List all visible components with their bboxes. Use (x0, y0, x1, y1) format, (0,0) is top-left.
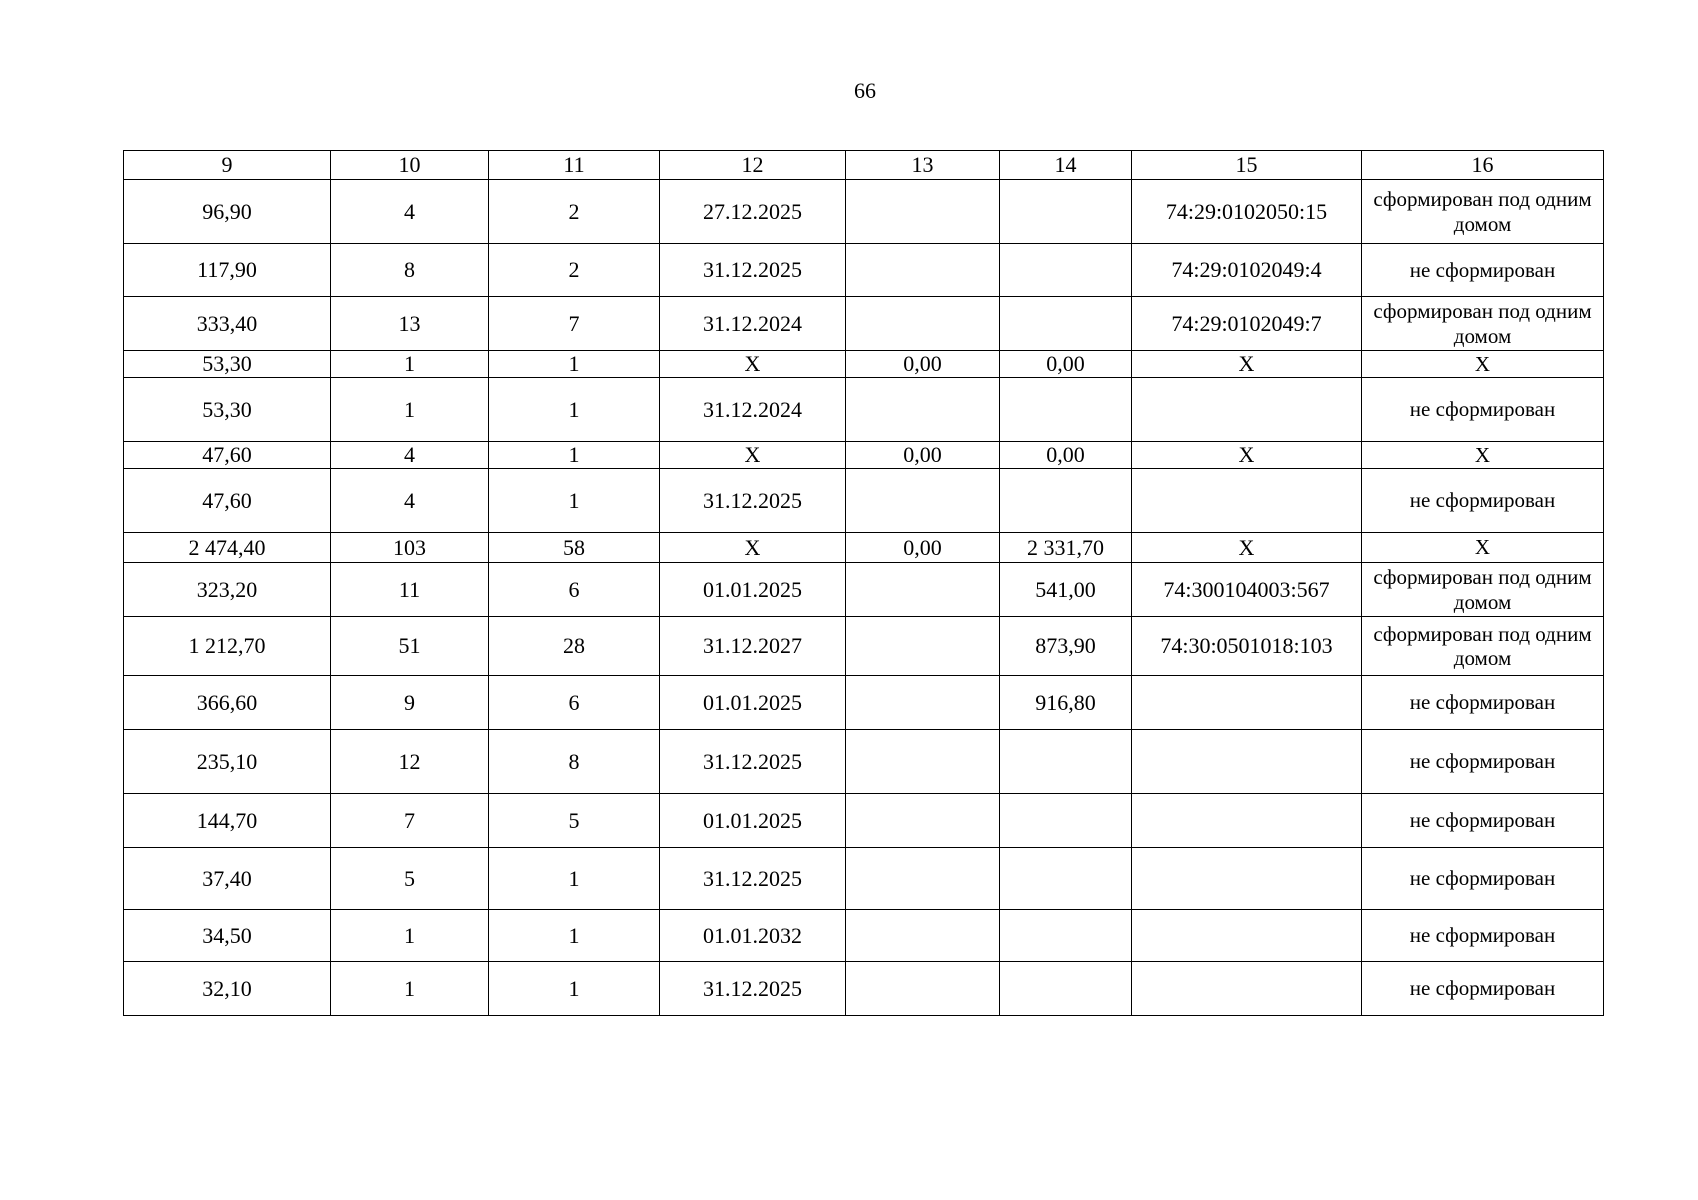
table-cell-col-14 (1000, 962, 1132, 1016)
page-number: 66 (854, 78, 876, 103)
table-row (124, 297, 1604, 351)
table-cell-col-15 (1132, 848, 1362, 910)
table-cell-col-12: 31.12.2025 (660, 962, 846, 1016)
table-row (124, 442, 1604, 469)
table-cell-col-15: 74:300104003:567 (1132, 563, 1362, 617)
table-cell-col-12: 01.01.2032 (660, 910, 846, 962)
data-table (123, 150, 1604, 1016)
table-cell-col-16: сформирован под одним домом (1362, 563, 1604, 617)
table-cell-col-12: X (660, 442, 846, 469)
table-cell-col-13 (846, 563, 1000, 617)
table-cell-col-15 (1132, 378, 1362, 442)
table-cell-col-15 (1132, 469, 1362, 533)
table-cell-col-16: не сформирован (1362, 730, 1604, 794)
table-cell-col-9: 323,20 (124, 563, 331, 617)
table-cell-col-15: X (1132, 351, 1362, 378)
table-row (124, 533, 1604, 563)
table-cell-col-16: не сформирован (1362, 794, 1604, 848)
table-cell-col-14 (1000, 910, 1132, 962)
table-cell-col-13 (846, 297, 1000, 351)
table-cell-col-11: 2 (489, 180, 660, 244)
table-cell-col-16: X (1362, 442, 1604, 469)
table-cell-col-9: 1 212,70 (124, 617, 331, 676)
table-cell-col-10: 9 (331, 676, 489, 730)
table-cell-col-10: 1 (331, 351, 489, 378)
table-cell-col-9: 366,60 (124, 676, 331, 730)
table-cell-col-13 (846, 794, 1000, 848)
table-cell-col-10: 13 (331, 297, 489, 351)
table-cell-col-9: 37,40 (124, 848, 331, 910)
table-cell-col-12: 01.01.2025 (660, 794, 846, 848)
table-cell-col-11: 1 (489, 442, 660, 469)
table-cell-col-14: 2 331,70 (1000, 533, 1132, 563)
table-cell-col-11: 7 (489, 297, 660, 351)
table-cell-col-13 (846, 378, 1000, 442)
table-cell-col-9: 34,50 (124, 910, 331, 962)
table-cell-col-13 (846, 469, 1000, 533)
table-cell-col-10: 12 (331, 730, 489, 794)
table-cell-col-15: X (1132, 442, 1362, 469)
table-cell-col-14: 873,90 (1000, 617, 1132, 676)
table-cell-col-14 (1000, 469, 1132, 533)
table-cell-col-14: 0,00 (1000, 351, 1132, 378)
table-cell-col-10: 1 (331, 910, 489, 962)
table-cell-col-12: 01.01.2025 (660, 563, 846, 617)
table-cell-col-16: X (1362, 351, 1604, 378)
table-cell-col-16: сформирован под одним домом (1362, 180, 1604, 244)
table-cell-col-9: 53,30 (124, 351, 331, 378)
table-cell-col-16: не сформирован (1362, 676, 1604, 730)
table-cell-col-12: 31.12.2024 (660, 378, 846, 442)
header-row (124, 151, 1604, 180)
table-cell-col-14: 0,00 (1000, 442, 1132, 469)
table-cell-col-11: 1 (489, 848, 660, 910)
column-header-10: 10 (331, 151, 489, 180)
table-cell-col-15: X (1132, 533, 1362, 563)
table-cell-col-11: 6 (489, 676, 660, 730)
table-cell-col-11: 8 (489, 730, 660, 794)
table-cell-col-13 (846, 910, 1000, 962)
table-cell-col-12: 27.12.2025 (660, 180, 846, 244)
table-cell-col-13 (846, 180, 1000, 244)
table-cell-col-13 (846, 730, 1000, 794)
column-header-11: 11 (489, 151, 660, 180)
table-cell-col-10: 4 (331, 442, 489, 469)
table-cell-col-14 (1000, 730, 1132, 794)
table-cell-col-15: 74:30:0501018:103 (1132, 617, 1362, 676)
table-cell-col-16: сформирован под одним домом (1362, 617, 1604, 676)
table-cell-col-15 (1132, 910, 1362, 962)
table-cell-col-14: 916,80 (1000, 676, 1132, 730)
table-cell-col-14 (1000, 297, 1132, 351)
table-cell-col-12: 31.12.2025 (660, 730, 846, 794)
table-cell-col-11: 1 (489, 910, 660, 962)
table-cell-col-14 (1000, 244, 1132, 297)
table-cell-col-11: 6 (489, 563, 660, 617)
table-cell-col-11: 2 (489, 244, 660, 297)
table-cell-col-15: 74:29:0102049:4 (1132, 244, 1362, 297)
table-cell-col-14 (1000, 794, 1132, 848)
table-cell-col-13 (846, 617, 1000, 676)
table-cell-col-9: 96,90 (124, 180, 331, 244)
table-row (124, 848, 1604, 910)
table-cell-col-9: 47,60 (124, 469, 331, 533)
table-cell-col-16: X (1362, 533, 1604, 563)
table-cell-col-13: 0,00 (846, 351, 1000, 378)
table-cell-col-16: не сформирован (1362, 848, 1604, 910)
table-cell-col-15: 74:29:0102050:15 (1132, 180, 1362, 244)
table-cell-col-10: 1 (331, 378, 489, 442)
table-cell-col-12: 31.12.2025 (660, 244, 846, 297)
table-header (124, 151, 1604, 180)
table-cell-col-10: 8 (331, 244, 489, 297)
table-cell-col-16: не сформирован (1362, 469, 1604, 533)
column-header-12: 12 (660, 151, 846, 180)
column-header-16: 16 (1362, 151, 1604, 180)
table-cell-col-12: X (660, 351, 846, 378)
table-cell-col-12: 01.01.2025 (660, 676, 846, 730)
table-cell-col-10: 5 (331, 848, 489, 910)
table-cell-col-15 (1132, 962, 1362, 1016)
table-cell-col-15 (1132, 794, 1362, 848)
table-cell-col-12: X (660, 533, 846, 563)
table-cell-col-11: 28 (489, 617, 660, 676)
table-cell-col-12: 31.12.2027 (660, 617, 846, 676)
table-cell-col-12: 31.12.2025 (660, 848, 846, 910)
table-cell-col-13 (846, 962, 1000, 1016)
table-row (124, 180, 1604, 244)
table-cell-col-10: 7 (331, 794, 489, 848)
table-cell-col-9: 235,10 (124, 730, 331, 794)
table-cell-col-14 (1000, 378, 1132, 442)
table-row (124, 676, 1604, 730)
table-cell-col-12: 31.12.2025 (660, 469, 846, 533)
table-cell-col-10: 4 (331, 469, 489, 533)
table-row (124, 617, 1604, 676)
table-cell-col-10: 1 (331, 962, 489, 1016)
table-cell-col-11: 1 (489, 351, 660, 378)
table-cell-col-9: 144,70 (124, 794, 331, 848)
column-header-13: 13 (846, 151, 1000, 180)
table-cell-col-16: не сформирован (1362, 244, 1604, 297)
table-cell-col-10: 4 (331, 180, 489, 244)
table-cell-col-12: 31.12.2024 (660, 297, 846, 351)
column-header-14: 14 (1000, 151, 1132, 180)
table-row (124, 563, 1604, 617)
table-cell-col-13: 0,00 (846, 533, 1000, 563)
column-header-15: 15 (1132, 151, 1362, 180)
table-cell-col-11: 1 (489, 962, 660, 1016)
table-row (124, 378, 1604, 442)
table-row (124, 469, 1604, 533)
table-cell-col-16: не сформирован (1362, 378, 1604, 442)
table-cell-col-9: 53,30 (124, 378, 331, 442)
table-cell-col-14 (1000, 848, 1132, 910)
table-row (124, 962, 1604, 1016)
table-cell-col-10: 51 (331, 617, 489, 676)
table-cell-col-13 (846, 676, 1000, 730)
table-cell-col-16: сформирован под одним домом (1362, 297, 1604, 351)
table-cell-col-16: не сформирован (1362, 910, 1604, 962)
table-cell-col-10: 103 (331, 533, 489, 563)
table-cell-col-13: 0,00 (846, 442, 1000, 469)
table-cell-col-9: 117,90 (124, 244, 331, 297)
table-cell-col-15 (1132, 730, 1362, 794)
table-row (124, 244, 1604, 297)
table-cell-col-9: 47,60 (124, 442, 331, 469)
table-cell-col-16: не сформирован (1362, 962, 1604, 1016)
table-cell-col-13 (846, 244, 1000, 297)
table-cell-col-9: 32,10 (124, 962, 331, 1016)
column-header-9: 9 (124, 151, 331, 180)
table-cell-col-11: 58 (489, 533, 660, 563)
table-cell-col-14 (1000, 180, 1132, 244)
table-row (124, 794, 1604, 848)
table-cell-col-14: 541,00 (1000, 563, 1132, 617)
table-cell-col-15 (1132, 676, 1362, 730)
table-cell-col-11: 5 (489, 794, 660, 848)
table-cell-col-11: 1 (489, 378, 660, 442)
table-row (124, 730, 1604, 794)
table-cell-col-13 (846, 848, 1000, 910)
table-row (124, 910, 1604, 962)
table-cell-col-9: 2 474,40 (124, 533, 331, 563)
table-row (124, 351, 1604, 378)
table-cell-col-11: 1 (489, 469, 660, 533)
table-cell-col-10: 11 (331, 563, 489, 617)
table-body (124, 180, 1604, 1016)
table-cell-col-9: 333,40 (124, 297, 331, 351)
table-cell-col-15: 74:29:0102049:7 (1132, 297, 1362, 351)
